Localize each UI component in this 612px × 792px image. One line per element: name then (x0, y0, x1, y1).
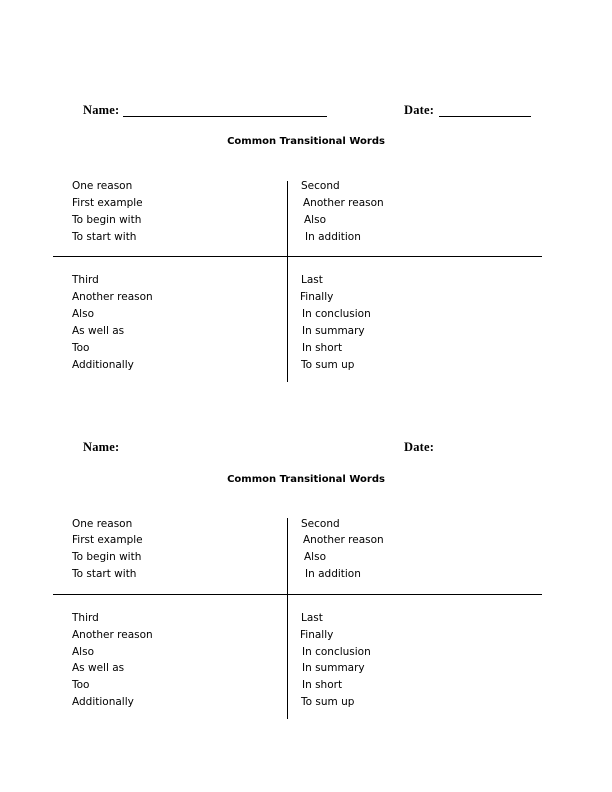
date-label: Date: (404, 103, 435, 117)
list-item: To begin with (72, 551, 142, 563)
list-item: One reason (72, 180, 133, 192)
list-item: To sum up (301, 696, 355, 708)
list-item: Another reason (72, 629, 153, 641)
list-item: To start with (72, 231, 137, 243)
list-item: Another reason (303, 534, 384, 546)
list-item: To sum up (301, 359, 355, 371)
list-item: Second (301, 518, 340, 530)
list-item: Third (72, 274, 99, 286)
list-item: Also (304, 214, 326, 226)
list-item: In summary (302, 325, 365, 337)
list-item: In short (302, 679, 343, 691)
list-item: Also (304, 551, 326, 563)
grid-horizontal-divider (53, 256, 542, 257)
grid-horizontal-divider (53, 594, 542, 595)
list-item: First example (72, 197, 143, 209)
date-field[interactable] (439, 116, 531, 117)
name-label: Name: (83, 103, 120, 117)
grid-vertical-divider (287, 518, 288, 719)
grid-vertical-divider (287, 181, 288, 382)
list-item: Additionally (72, 359, 134, 371)
list-item: Finally (300, 629, 334, 641)
list-item: In conclusion (302, 646, 371, 658)
list-item: As well as (72, 325, 125, 337)
worksheet-title: Common Transitional Words (227, 136, 385, 147)
list-item: As well as (72, 662, 125, 674)
list-item: Second (301, 180, 340, 192)
list-item: In conclusion (302, 308, 371, 320)
list-item: Too (72, 342, 90, 354)
list-item: First example (72, 534, 143, 546)
list-item: Additionally (72, 696, 134, 708)
list-item: Another reason (72, 291, 153, 303)
list-item: To begin with (72, 214, 142, 226)
name-field[interactable] (123, 116, 327, 117)
date-label: Date: (404, 440, 435, 454)
list-item: Last (301, 274, 323, 286)
list-item: In addition (305, 568, 361, 580)
list-item: To start with (72, 568, 137, 580)
list-item: Finally (300, 291, 334, 303)
list-item: Also (72, 646, 94, 658)
name-label: Name: (83, 440, 120, 454)
list-item: In short (302, 342, 343, 354)
list-item: In addition (305, 231, 361, 243)
list-item: One reason (72, 518, 133, 530)
list-item: Third (72, 612, 99, 624)
worksheet-title: Common Transitional Words (227, 474, 385, 485)
list-item: In summary (302, 662, 365, 674)
list-item: Last (301, 612, 323, 624)
list-item: Another reason (303, 197, 384, 209)
list-item: Too (72, 679, 90, 691)
list-item: Also (72, 308, 94, 320)
